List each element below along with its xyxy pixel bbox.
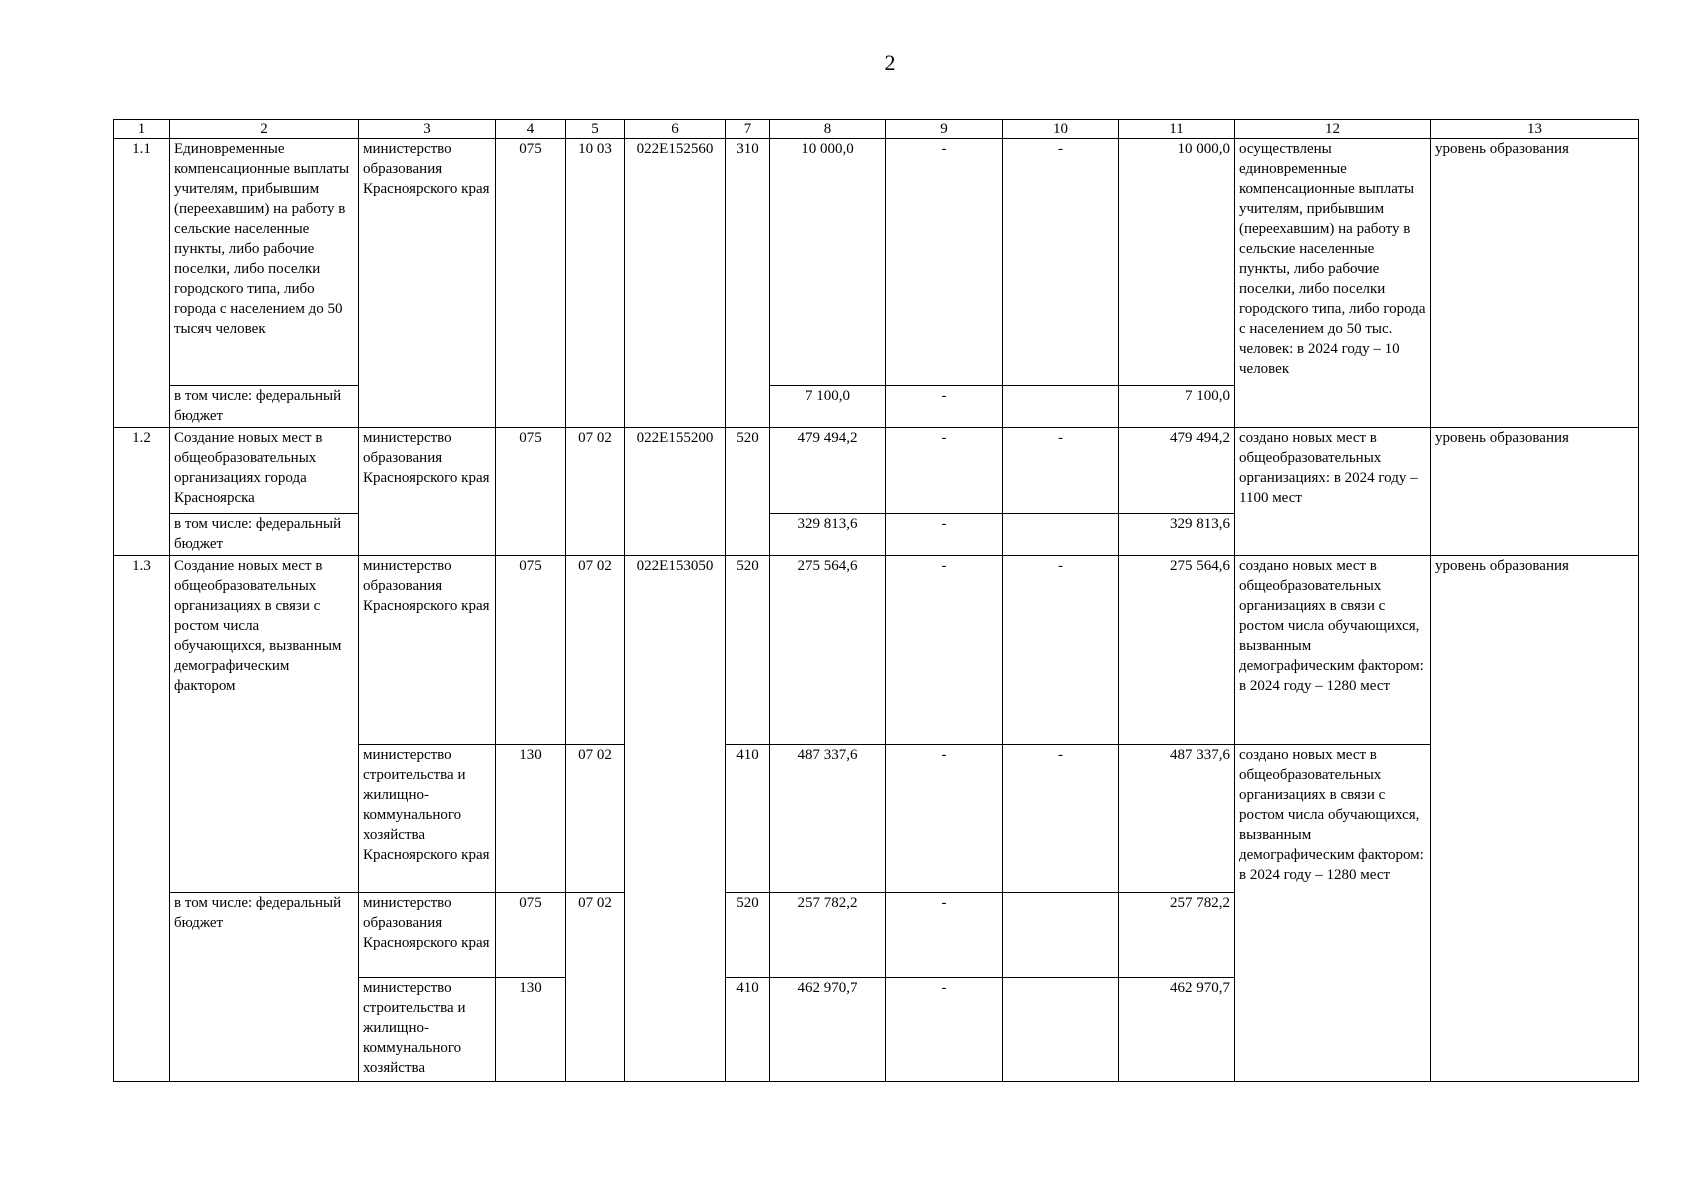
header-cell: 12 [1235,120,1431,139]
amount-cell: 275 564,6 [1119,556,1235,745]
sub-label: в том числе: федеральный бюджет [170,386,359,428]
header-cell: 1 [114,120,170,139]
row-number: 1.3 [114,556,170,1082]
amount-cell: 257 782,2 [770,893,886,978]
code-cell: 022Е153050 [625,556,726,1082]
header-cell: 5 [566,120,625,139]
table-row [114,139,1639,386]
amount-cell: 7 100,0 [1119,386,1235,428]
amount-cell: - [886,514,1003,556]
code-cell: 022Е155200 [625,428,726,556]
ministry-cell: министерство образования Красноярского края [359,556,496,745]
indicator-cell: уровень образования [1431,428,1639,556]
amount-cell: - [886,893,1003,978]
code-cell: 410 [726,978,770,1082]
amount-cell: 10 000,0 [770,139,886,386]
amount-cell: - [886,386,1003,428]
ministry-cell: министерство образования Красноярского края [359,139,496,428]
code-cell: 520 [726,893,770,978]
amount-cell: 479 494,2 [1119,428,1235,514]
budget-table [113,119,1639,1082]
header-cell: 13 [1431,120,1639,139]
code-cell: 07 02 [566,556,625,745]
amount-cell [1003,978,1119,1082]
code-cell: 022Е152560 [625,139,726,428]
amount-cell: - [1003,428,1119,514]
amount-cell: 10 000,0 [1119,139,1235,386]
code-cell: 07 02 [566,745,625,893]
header-cell: 9 [886,120,1003,139]
table-row [114,428,1639,514]
row-number: 1.1 [114,139,170,428]
amount-cell: - [1003,745,1119,893]
page-number: 2 [884,50,896,75]
header-cell: 10 [1003,120,1119,139]
amount-cell: - [886,428,1003,514]
ministry-cell: министерство строительства и жилищно-коммунального хозяйства [359,978,496,1082]
amount-cell: - [886,745,1003,893]
code-cell: 520 [726,556,770,745]
header-cell: 2 [170,120,359,139]
header-cell: 8 [770,120,886,139]
amount-cell: - [886,556,1003,745]
code-cell: 075 [496,428,566,556]
amount-cell: 257 782,2 [1119,893,1235,978]
indicator-cell: уровень образования [1431,556,1639,1082]
amount-cell: - [886,978,1003,1082]
ministry-cell: министерство строительства и жилищно-коммунального хозяйства Красноярского края [359,745,496,893]
table-row [114,556,1639,745]
result-cell: создано новых мест в общеобразовательных организациях в связи с ростом числа обучающихся, вызванным демографическим фактором: в 2024 году – 1280 мест [1235,745,1431,1082]
indicator-cell: уровень образования [1431,139,1639,428]
amount-cell: 487 337,6 [1119,745,1235,893]
measure-name: Единовременные компенсационные выплаты учителям, прибывшим (переехавшим) на работу в сельские населенные пункты, либо рабочие поселки, либо поселки городского типа, либо города с населением до 50 тысяч человек [170,139,359,386]
amount-cell: 275 564,6 [770,556,886,745]
amount-cell: - [886,139,1003,386]
result-cell: создано новых мест в общеобразовательных организациях в связи с ростом числа обучающихся, вызванным демографическим фактором: в 2024 году – 1280 мест [1235,556,1431,745]
sub-label: в том числе: федеральный бюджет [170,514,359,556]
code-cell: 410 [726,745,770,893]
measure-name: Создание новых мест в общеобразовательных организациях в связи с ростом числа обучающихся, вызванным демографическим фактором [170,556,359,893]
amount-cell: 329 813,6 [1119,514,1235,556]
code-cell: 130 [496,745,566,893]
code-cell: 130 [496,978,566,1082]
header-cell: 6 [625,120,726,139]
code-cell: 07 02 [566,893,625,1082]
header-cell: 4 [496,120,566,139]
code-cell: 075 [496,139,566,428]
amount-cell: 462 970,7 [1119,978,1235,1082]
amount-cell [1003,893,1119,978]
code-cell: 10 03 [566,139,625,428]
code-cell: 075 [496,893,566,978]
amount-cell: - [1003,556,1119,745]
result-cell: создано новых мест в общеобразовательных организациях: в 2024 году – 1100 мест [1235,428,1431,556]
amount-cell: - [1003,139,1119,386]
amount-cell [1003,514,1119,556]
header-cell: 11 [1119,120,1235,139]
ministry-cell: министерство образования Красноярского края [359,428,496,556]
header-row [114,120,1639,139]
row-number: 1.2 [114,428,170,556]
sub-label: в том числе: федеральный бюджет [170,893,359,1082]
amount-cell: 7 100,0 [770,386,886,428]
header-cell: 7 [726,120,770,139]
amount-cell [1003,386,1119,428]
code-cell: 520 [726,428,770,556]
amount-cell: 479 494,2 [770,428,886,514]
code-cell: 075 [496,556,566,745]
code-cell: 07 02 [566,428,625,556]
ministry-cell: министерство образования Красноярского края [359,893,496,978]
amount-cell: 487 337,6 [770,745,886,893]
header-cell: 3 [359,120,496,139]
amount-cell: 329 813,6 [770,514,886,556]
code-cell: 310 [726,139,770,428]
measure-name: Создание новых мест в общеобразовательных организациях города Красноярска [170,428,359,514]
amount-cell: 462 970,7 [770,978,886,1082]
result-cell: осуществлены единовременные компенсационные выплаты учителям, прибывшим (переехавшим) на работу в сельские населенные пункты, либо рабочие поселки, либо поселки городского типа, либо города с населением до 50 тыс. человек: в 2024 году – 10 человек [1235,139,1431,428]
